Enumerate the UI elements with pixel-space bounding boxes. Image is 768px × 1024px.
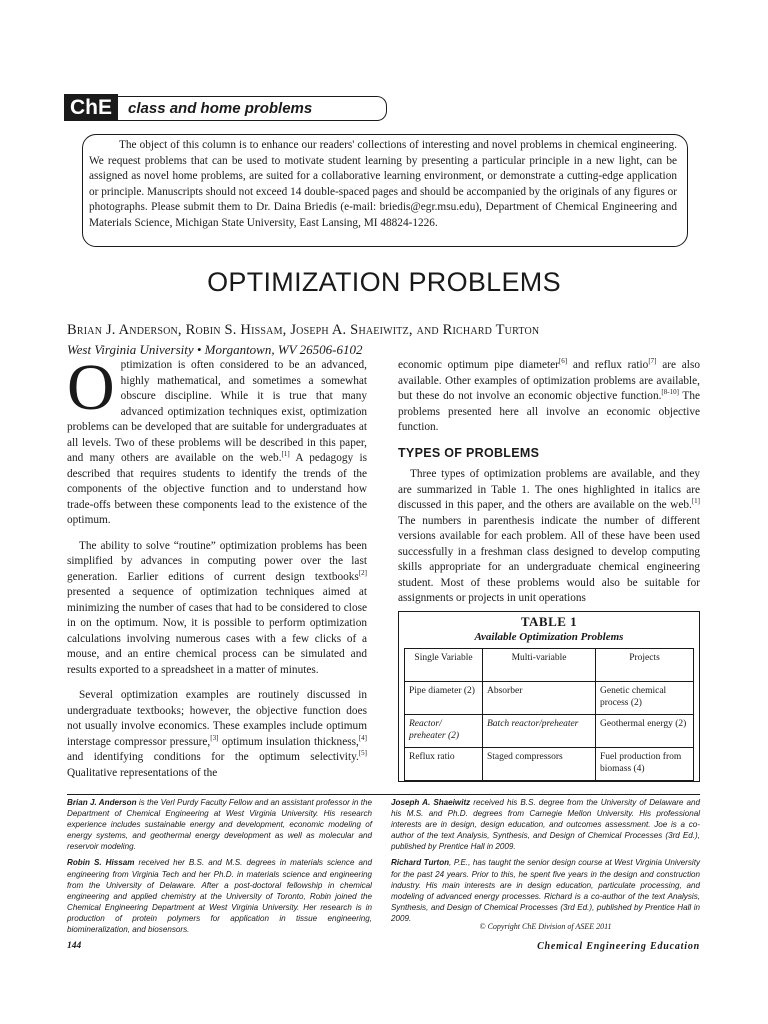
- column-header: Multi-variable: [483, 649, 596, 682]
- che-badge: ChE: [64, 94, 118, 121]
- reference-mark: [1]: [281, 450, 290, 459]
- author-bio: Richard Turton, P.E., has taught the senior design course at West Virginia University for the past 24 years. Prior to this, he spent five years in the design and construction industry. His main interests are in design education, particulate processing, and modeling of advanced energy processes. Richard is a co-author of the text Analysis, Synthesis, and Design of Chemical Processes (3rd Ed.), published by Prentice Hall in 2009.: [391, 858, 701, 923]
- author-bio: Joseph A. Shaeiwitz received his B.S. degree from the University of Delaware and his M.S. and Ph.D. degrees from Carnegie Mellon University. His professional interests are in design, design education, and outcomes assessment. Joe is a co-author of the text Analysis, Synthesis, and Design of Chemical Processes (3rd Ed.), published by Prentice Hall in 2009.: [391, 798, 700, 852]
- author-bio: Robin S. Hissam received her B.S. and M.S. degrees in materials science and engineering from Virginia Tech and her Ph.D. in materials science and engineering from the University of Delaware. After a post-doctoral fellowship in chemical engineering and applied chemistry at the University of Toronto, Robin joined the Chemical Engineering Department at West Virginia University. Her research is in production of protein polymers for application in tissue engineering, biomineralization, and biosensors.: [67, 858, 372, 935]
- section-heading: TYPES OF PROBLEMS: [398, 445, 540, 460]
- right-column: [398, 358, 700, 617]
- table-row: [405, 748, 694, 781]
- page-number: 144: [67, 941, 82, 951]
- journal-name: Chemical Engineering Education: [537, 941, 700, 952]
- table-cell: Reflux ratio: [405, 748, 483, 781]
- table-cell: Fuel production from biomass (4): [596, 748, 694, 781]
- table-caption: Available Optimization Problems: [474, 631, 624, 643]
- bio-column-right: [391, 797, 700, 929]
- table-1: [398, 611, 700, 782]
- article-title: OPTIMIZATION PROBLEMS: [207, 267, 561, 297]
- section-tab: [118, 96, 387, 121]
- table-row: [405, 715, 694, 748]
- table-cell: Pipe diameter (2): [405, 682, 483, 715]
- reference-mark: [1]: [691, 497, 700, 506]
- table-title: TABLE 1: [520, 614, 578, 629]
- table-cell: Staged compressors: [483, 748, 596, 781]
- table-cell: Genetic chemical process (2): [596, 682, 694, 715]
- copyright-notice: © Copyright ChE Division of ASEE 2011: [479, 922, 612, 931]
- paragraph: economic optimum pipe diameter[6] and reflux ratio[7] are also available. Other examples of optimization problems are available, but these do not involve an economic objective function.[8-10] The problems presented here all involve an economic objective function.: [398, 357, 700, 433]
- bio-column-left: [67, 797, 372, 940]
- reference-mark: [5]: [358, 749, 367, 758]
- column-banner: [64, 94, 390, 121]
- paragraph: The ability to solve “routine” optimization problems has been simplified by advances in computing power over the last generation. Earlier editions of current design textbooks[2] presented a sequence of optimization techniques aimed at minimizing the number of cases that had to be considered to close in on the optimum. Now, it is possible to perform optimization calculations involving numerous cases with a few clicks of a mouse, and an entire chemical process can be simulated and results exported to a spreadsheet in a matter of minutes.: [67, 539, 367, 676]
- table-cell: Reactor/ preheater (2): [405, 715, 483, 748]
- table-cell: Batch reactor/preheater: [483, 715, 596, 748]
- drop-cap: O: [67, 351, 115, 424]
- reference-mark: [6]: [558, 357, 568, 366]
- column-header: Single Variable: [405, 649, 483, 682]
- paragraph: Several optimization examples are routinely discussed in undergraduate textbooks; however, the objective function does not usually involve economics. These examples include optimum interstage compressor pressure,[3] optimum insulation thickness,[4] and identifying conditions for the optimum selectivity.[5] Qualitative representations of the: [67, 689, 367, 779]
- problem-table: [404, 648, 694, 781]
- table-header-row: [405, 649, 694, 682]
- left-column: [67, 351, 367, 791]
- divider: [67, 794, 700, 795]
- intro-text: The object of this column is to enhance our readers' collections of interesting and novel problems in chemical engineering. We request problems that can be used to motivate student learning by presenting a particular principle in a new light, can be assigned as novel home problems, are suited for a collaborative learning environment, or demonstrate a cutting-edge application or principle. Manuscripts should not exceed 14 double-spaced pages and should be accompanied by the originals of any figures or photographs. Please submit them to Dr. Daina Briedis (e-mail: briedis@egr.msu.edu), Department of Chemical Engineering and Materials Science, Michigan State University, East Lansing, MI 48824-1226.: [89, 139, 677, 229]
- reference-mark: [3]: [210, 733, 219, 742]
- reference-mark: [2]: [358, 568, 367, 577]
- intro-box: [82, 134, 688, 247]
- paragraph: Three types of optimization problems are available, and they are summarized in Table 1. The ones highlighted in italics are discussed in this paper, and the others are available on the web.[1] The numbers in parenthesis indicate the number of different versions available for each problem. All of these have been used successfully in a freshman class designed to develop computing skills appropriate for an undergraduate chemical engineering student. Most of these problems would also be suitable for assignments or projects in unit operations: [398, 468, 700, 604]
- table-row: [405, 682, 694, 715]
- table-cell: Absorber: [483, 682, 596, 715]
- table-cell: Geothermal energy (2): [596, 715, 694, 748]
- paragraph: Optimization is often considered to be an advanced, highly mathematical, and sometimes a somewhat obscure discipline. While it is true that many advanced optimization techniques exist, optimization problems can be developed that are suitable for undergraduates at all levels. Two of these problems will be described in this paper, and many others are available on the web.[1] A pedagogy is described that requires students to identify the trends of the components of the objective function and to understand how trade-offs between these components lead to the existence of the optimum.: [67, 351, 367, 526]
- reference-mark: [4]: [358, 733, 367, 742]
- author-bio: Brian J. Anderson is the Verl Purdy Faculty Fellow and an assistant professor in the Department of Chemical Engineering at West Virginia University. His research experience includes sustainable energy and development, economic modeling of energy systems, and geothermal energy development as well as molecular and reservoir modeling.: [67, 798, 372, 852]
- column-header: Projects: [596, 649, 694, 682]
- affiliation: West Virginia University • Morgantown, WV 26506-6102: [67, 342, 363, 357]
- reference-mark: [7]: [648, 357, 657, 366]
- author-list: Brian J. Anderson, Robin S. Hissam, Joseph A. Shaeiwitz, and Richard Turton: [67, 322, 540, 338]
- section-title: class and home problems: [128, 100, 313, 117]
- reference-mark: [8-10]: [661, 388, 679, 397]
